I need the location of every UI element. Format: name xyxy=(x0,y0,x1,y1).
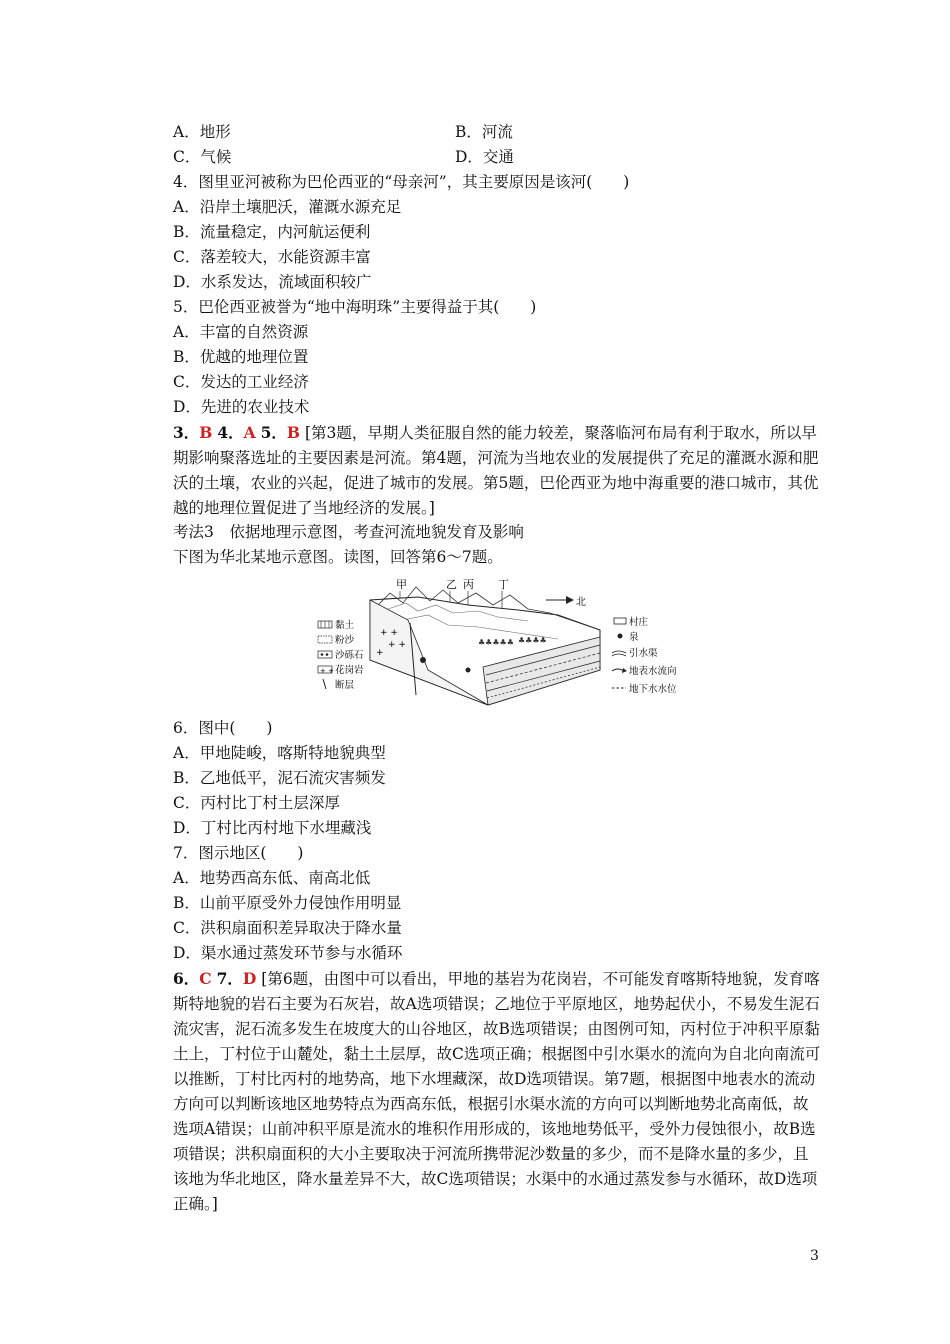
svg-text:+ +: + + xyxy=(388,640,406,650)
label-bing: 丙 xyxy=(463,578,474,591)
svg-text:+ +: + + xyxy=(380,628,398,638)
q7-stem: 7．图示地区( ) xyxy=(173,844,304,862)
figure-intro: 下图为华北某地示意图。读图，回答第6～7题。 xyxy=(173,548,503,566)
answer-number-7: 7． xyxy=(216,969,243,988)
legend-surface-flow: 地表水流向 xyxy=(629,666,677,677)
answer-6: C xyxy=(199,969,212,988)
q3-option-a: A．地形 xyxy=(173,123,231,141)
explanation-text-3-5: [第3题，早期人类征服自然的能力较差，聚落临河布局有利于取水，所以早期影响聚落选址的主要因素是河流。第4题，河流为当地农业的发展提供了充足的灌溉水源和肥沃的土壤，农业的兴起，促进了城市的发展。第5题，巴伦西亚为地中海重要的港口城市，其优越的地理位置促进了当地经济的发展。] xyxy=(173,424,819,517)
q6-option-a: A．甲地陡峻，喀斯特地貌典型 xyxy=(173,744,386,762)
legend-village: 村庄 xyxy=(629,617,649,628)
surface-flow-icon xyxy=(612,669,624,671)
q6-option-b: B．乙地低平，泥石流灾害频发 xyxy=(173,769,386,787)
label-jia: 甲 xyxy=(396,578,407,591)
legend-left xyxy=(318,619,364,691)
village-icon xyxy=(614,618,626,624)
method-heading: 考法3 依据地理示意图，考查河流地貌发育及影响 xyxy=(173,523,524,541)
q3-option-d: D．交通 xyxy=(455,148,514,166)
q7-option-d: D．渠水通过蒸发环节参与水循环 xyxy=(173,944,403,962)
q4-stem: 4．图里亚河被称为巴伦西亚的“母亲河”，其主要原因是该河( ) xyxy=(173,173,630,191)
svg-text:+: + xyxy=(376,648,384,658)
q7-option-b: B．山前平原受外力侵蚀作用明显 xyxy=(173,894,402,912)
fault-icon xyxy=(323,679,326,689)
answer-number-6: 6． xyxy=(173,969,200,988)
answer-number-4: 4． xyxy=(217,423,244,442)
q5-stem: 5．巴伦西亚被誉为“地中海明珠”主要得益于其( ) xyxy=(173,298,537,316)
q3-option-b: B．河流 xyxy=(455,123,513,141)
legend-clay: 黏土 xyxy=(335,620,355,631)
explanation-text-6-7: [第6题，由图中可以看出，甲地的基岩为花岗岩，不可能发育喀斯特地貌，发育喀斯特地貌的岩石主要为石灰岩，故A选项错误；乙地位于平原地区，地势起伏小，不易发生泥石流灾害，泥石流多发生在坡度大的山谷地区，故B选项错误；由图例可知，丙村位于冲积平原黏土上，丁村位于山麓处，黏土土层厚，故C选项正确；根据图中引水渠水的流向为自北向南流可以推断，丁村比丙村的地势高，地下水埋藏深，故D选项错误。第7题，根据图中地表水的流动方向可以判断该地区地势特点为西高东低，根据引水渠水流的方向可以判断地势北高南低，故选项A错误；山前冲积平原是流水的堆积作用形成的，该地地势低平，受外力侵蚀很小，故B选项错误；洪积扇面积的大小主要取决于河流所携带泥沙数量的多少，而不是降水量的多少，且该地为华北地区，降水量差异不大，故C选项错误；水渠中的水通过蒸发参与水循环，故D选项正确。] xyxy=(173,970,821,1213)
q6-option-c: C．丙村比丁村土层深厚 xyxy=(173,794,340,812)
answer-explanation-6-7 xyxy=(173,966,823,1217)
q5-option-d: D．先进的农业技术 xyxy=(173,398,310,416)
spring-icon xyxy=(618,634,623,639)
svg-text:♣♣♣♣♣: ♣♣♣♣♣ xyxy=(478,638,514,647)
q4-option-a: A．沿岸土壤肥沃，灌溉水源充足 xyxy=(173,198,402,216)
label-yi: 乙 xyxy=(446,578,457,591)
svg-text:♣♣♣♣: ♣♣♣♣ xyxy=(518,636,547,645)
q4-option-b: B．流量稳定，内河航运便利 xyxy=(173,223,371,241)
legend-silt: 粉沙 xyxy=(335,635,355,646)
q7-option-a: A．地势西高东低、南高北低 xyxy=(173,869,371,887)
q6-option-d: D．丁村比丙村地下水埋藏浅 xyxy=(173,819,372,837)
legend-gravel: 沙砾石 xyxy=(335,650,364,661)
answer-7: D xyxy=(242,969,257,988)
page-number: 3 xyxy=(810,1248,819,1264)
label-ding: 丁 xyxy=(498,578,509,591)
legend-right xyxy=(612,616,677,695)
legend-canal: 引水渠 xyxy=(629,648,658,659)
legend-water-table: 地下水水位 xyxy=(629,684,677,695)
q4-option-c: C．落差较大，水能资源丰富 xyxy=(173,248,371,266)
legend-fault: 断层 xyxy=(335,680,355,691)
terrain-block-icon xyxy=(370,587,600,705)
q4-option-d: D．水系发达，流域面积较广 xyxy=(173,273,372,291)
canal-icon xyxy=(612,651,626,653)
legend-spring: 泉 xyxy=(629,632,639,643)
svg-text:+ +: + + xyxy=(320,667,334,675)
q5-option-c: C．发达的工业经济 xyxy=(173,373,309,391)
answer-5: B xyxy=(286,423,301,442)
answer-3: B xyxy=(199,423,213,442)
geography-figure xyxy=(318,575,677,710)
q5-option-a: A．丰富的自然资源 xyxy=(173,323,309,341)
answer-number-3: 3． xyxy=(173,423,200,442)
q5-option-b: B．优越的地理位置 xyxy=(173,348,309,366)
answer-4: A xyxy=(243,423,256,442)
answer-number-5: 5． xyxy=(260,423,287,442)
answer-explanation-3-5 xyxy=(173,420,823,521)
label-north: 北 xyxy=(576,597,586,608)
q6-stem: 6．图中( ) xyxy=(173,719,273,737)
legend-granite: 花岗岩 xyxy=(335,665,364,676)
q7-option-c: C．洪积扇面积差异取决于降水量 xyxy=(173,919,402,937)
q3-option-c: C．气候 xyxy=(173,148,232,166)
